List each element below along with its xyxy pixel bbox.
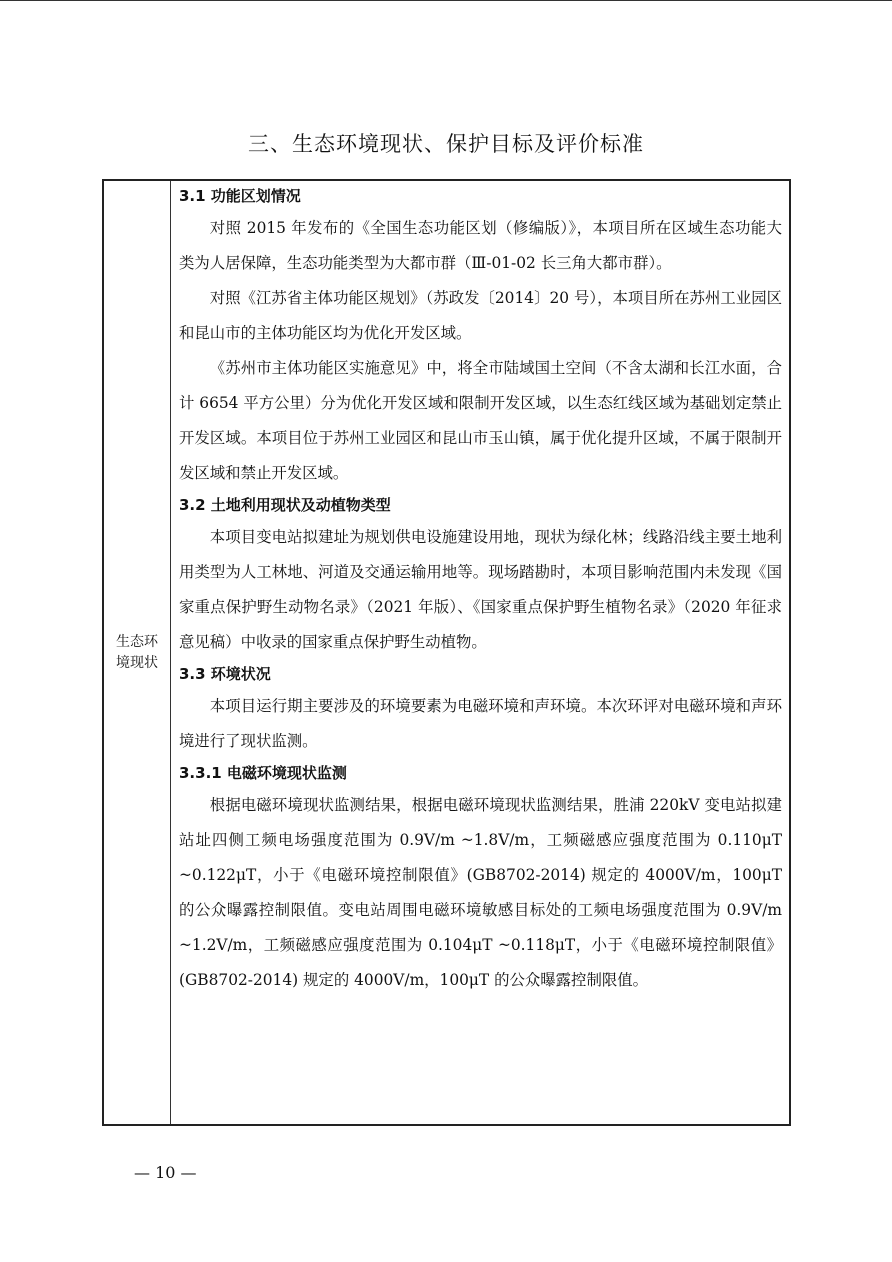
row-label: 生态环境现状 (116, 633, 158, 671)
section-heading-3-1: 3.1 功能区划情况 (179, 187, 301, 205)
top-border-line (0, 0, 892, 1)
section-heading-3-3-1: 3.3.1 电磁环境现状监测 (179, 764, 347, 782)
section-heading-3-3: 3.3 环境状况 (179, 665, 271, 683)
section-3-3-paragraph-1: 本项目运行期主要涉及的环境要素为电磁环境和声环境。本次环评对电磁环境和声环境进行了现状监测。 (179, 697, 782, 750)
content-table (102, 179, 791, 1126)
section-3-2-paragraph-1: 本项目变电站拟建址为规划供电设施建设用地，现状为绿化林；线路沿线主要土地利用类型为人工林地、河道及交通运输用地等。现场踏勘时，本项目影响范围内未发现《国家重点保护野生动物名录》（2021 年版）、《国家重点保护野生植物名录》（2020 年征求意见稿）中收录的国家重点保护野生动植物。 (179, 528, 782, 651)
row-label-cell (104, 181, 171, 1124)
page-number: — 10 — (134, 1163, 197, 1182)
section-heading-3-2: 3.2 土地利用现状及动植物类型 (179, 496, 391, 514)
content-cell (171, 181, 789, 1124)
section-3-3-1-paragraph-1: 根据电磁环境现状监测结果，根据电磁环境现状监测结果，胜浦 220kV 变电站拟建站址四侧工频电场强度范围为 0.9V/m ~1.8V/m，工频磁感应强度范围为 0.110μT ~0.122μT，小于《电磁环境控制限值》(GB8702-2014) 规定的 4000V/m，100μT 的公众曝露控制限值。变电站周围电磁环境敏感目标处的工频电场强度范围为 0.9V/m ~1.2V/m，工频磁感应强度范围为 0.104μT ~0.118μT，小于《电磁环境控制限值》(GB8702-2014) 规定的 4000V/m，100μT 的公众曝露控制限值。 (179, 796, 782, 989)
section-3-1-paragraph-1: 对照 2015 年发布的《全国生态功能区划（修编版）》，本项目所在区域生态功能大类为人居保障，生态功能类型为大都市群（Ⅲ-01-02 长三角大都市群）。 (179, 219, 782, 272)
page-title: 三、生态环境现状、保护目标及评价标准 (248, 132, 644, 156)
section-3-1-paragraph-2: 对照《江苏省主体功能区规划》（苏政发〔2014〕20 号），本项目所在苏州工业园区和昆山市的主体功能区均为优化开发区域。 (179, 289, 782, 342)
section-3-1-paragraph-3: 《苏州市主体功能区实施意见》中，将全市陆域国土空间（不含太湖和长江水面，合计 6654 平方公里）分为优化开发区域和限制开发区域，以生态红线区域为基础划定禁止开发区域。本项目位于苏州工业园区和昆山市玉山镇，属于优化提升区域，不属于限制开发区域和禁止开发区域。 (179, 359, 783, 482)
